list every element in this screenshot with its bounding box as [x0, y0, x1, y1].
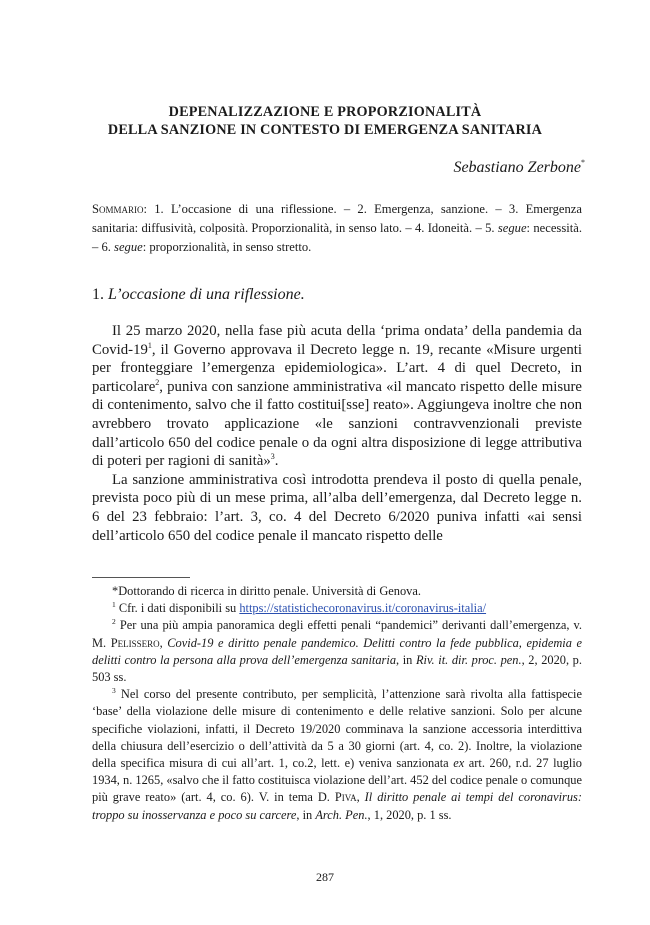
- footnote-3-text-b: art. 260, r.d. 27 luglio 1934, n. 1265, «salvo che il fatto costituisca violazione dell’art. 452 del codice penale o comunque più grave reato» (art. 4, co. 6). V. in tema D.: [92, 756, 582, 805]
- footnote-3-journal: Arch. Pen.: [315, 807, 368, 822]
- footnote-3-text-d: , in: [296, 807, 316, 822]
- section-heading: [92, 286, 305, 304]
- statistics-link[interactable]: https://statistichecoronavirus.it/coronavirus-italia/: [239, 601, 487, 616]
- footnote-ref-3[interactable]: 3: [270, 452, 275, 462]
- author-footnote-mark: *: [581, 158, 585, 167]
- summary-segue-2: segue: [114, 240, 143, 254]
- body-p1-c: , puniva con sanzione amministrativa «il mancato rispetto delle misure di contenimento, salvo che il fatto costitui[sse] reato». Aggiungeva inoltre che non avrebbero trovato applicazione «le sanzioni contravvenzionali previste dall’articolo 650 del codice penale o da ogni altra disposizione di legge attributiva di poteri per ragioni di sanità»: [92, 378, 582, 470]
- footnote-3-text-a: Nel corso del presente contributo, per semplicità, l’attenzione sarà rivolta alla fattispecie ‘base’ della violazione delle misure di contenimento e delle relative sanzioni. Solo per alcune specifiche violazioni, infatti, il Decreto 19/2020 comminava la sanzione accessoria interdittiva della chiusura dell’esercizio o dell’attività da 5 a 30 giorni (art. 4, co. 2). Inoltre, la violazione della specifica misura di cui all’art. 1, co.2, lett. e) veniva sanzionata: [92, 687, 582, 771]
- body-p1-a: Il 25 marzo 2020, nella fase più acuta della ‘prima ondata’ della pandemia da Covid-19: [92, 323, 582, 358]
- summary-text: : 1. L’occasione di una riflessione. – 2. Emergenza, sanzione. – 3. Emergenza sanitaria: diffusività, colposità. Proporzionalità, in senso lato. – 4. Idoneità. – 5.: [92, 202, 582, 235]
- footnote-ref-2[interactable]: 2: [155, 377, 160, 387]
- summary-text-2: : necessità. – 6.: [92, 221, 582, 254]
- section-title: L’occasione di una riflessione.: [108, 286, 305, 303]
- footnote-2-author: Pelissero: [110, 635, 160, 650]
- footnote-3-text-e: , 1, 2020, p. 1 ss.: [367, 807, 452, 822]
- body-p1-d: .: [274, 453, 279, 470]
- footnote-3-ex: ex: [453, 756, 465, 771]
- body-text: [92, 322, 582, 545]
- author-name-text: Sebastiano Zerbone: [453, 159, 581, 176]
- footnote-3-text-c: ,: [356, 790, 365, 805]
- footnote-2-text-c: , in: [396, 652, 416, 667]
- article-title-line-1: DEPENALIZZAZIONE E PROPORZIONALITÀ: [168, 104, 482, 120]
- footnote-2-text-a: Per una più ampia panoramica degli effetti penali “pandemici” derivanti dall’emergenza, v. M.: [92, 618, 582, 650]
- author-name: [453, 158, 585, 177]
- footnote-2-text-b: ,: [159, 635, 168, 650]
- footnote-2-text-d: , 2, 2020, p. 503 ss.: [92, 652, 582, 685]
- body-p1-b: , il Governo approvava il Decreto legge n. 19, recante «Misure urgenti per fronteggiare l’emergenza epidemiologica». L’art. 4 di quel Decreto, in particolare: [92, 341, 582, 395]
- section-number: 1.: [92, 286, 104, 303]
- footnote-1-text: Cfr. i dati disponibili su: [115, 601, 240, 616]
- summary-segue-1: segue: [497, 221, 527, 235]
- footnote-3-mark: 3: [112, 686, 116, 696]
- footnote-author: *Dottorando di ricerca in diritto penale. Università di Genova.: [112, 584, 421, 598]
- body-paragraph-1: [92, 322, 582, 471]
- footnote-2: [92, 617, 582, 686]
- footnote-3-author: Piva: [334, 790, 357, 805]
- page-number: 287: [316, 870, 334, 884]
- footnote-2-mark: 2: [112, 617, 116, 627]
- footnote-ref-1[interactable]: 1: [147, 340, 152, 350]
- footnote-3: [92, 686, 582, 824]
- summary-text-3: : proporzionalità, in senso stretto.: [142, 240, 312, 254]
- footnotes-block: [92, 583, 582, 824]
- footnote-separator: [92, 577, 190, 578]
- summary-block: [92, 200, 582, 257]
- article-title-line-2: DELLA SANZIONE IN CONTESTO DI EMERGENZA SANITARIA: [107, 122, 543, 138]
- summary-label: Sommario: [92, 202, 144, 216]
- footnote-1-mark: 1: [112, 600, 116, 610]
- footnote-3-title: Il diritto penale ai tempi del coronavirus: troppo su inosservanza e poco su carcere: [92, 790, 582, 822]
- footnote-2-title: Covid-19 e diritto penale pandemico. Delitti contro la fede pubblica, epidemia e delitti contro la persona alla prova dell’emergenza sanitaria: [92, 635, 582, 667]
- body-paragraph-2: La sanzione amministrativa così introdotta prendeva il posto di quella penale, prevista poco più di un mese prima, all’alba dell’emergenza, dal Decreto legge n. 6 del 23 febbraio: l’art. 3, co. 4 del Decreto 6/2020 puniva infatti «ai sensi dell’articolo 650 del codice penale il mancato rispetto delle: [92, 471, 582, 544]
- footnote-2-journal: Riv. it. dir. proc. pen.: [415, 652, 522, 667]
- footnote-1: [92, 600, 582, 617]
